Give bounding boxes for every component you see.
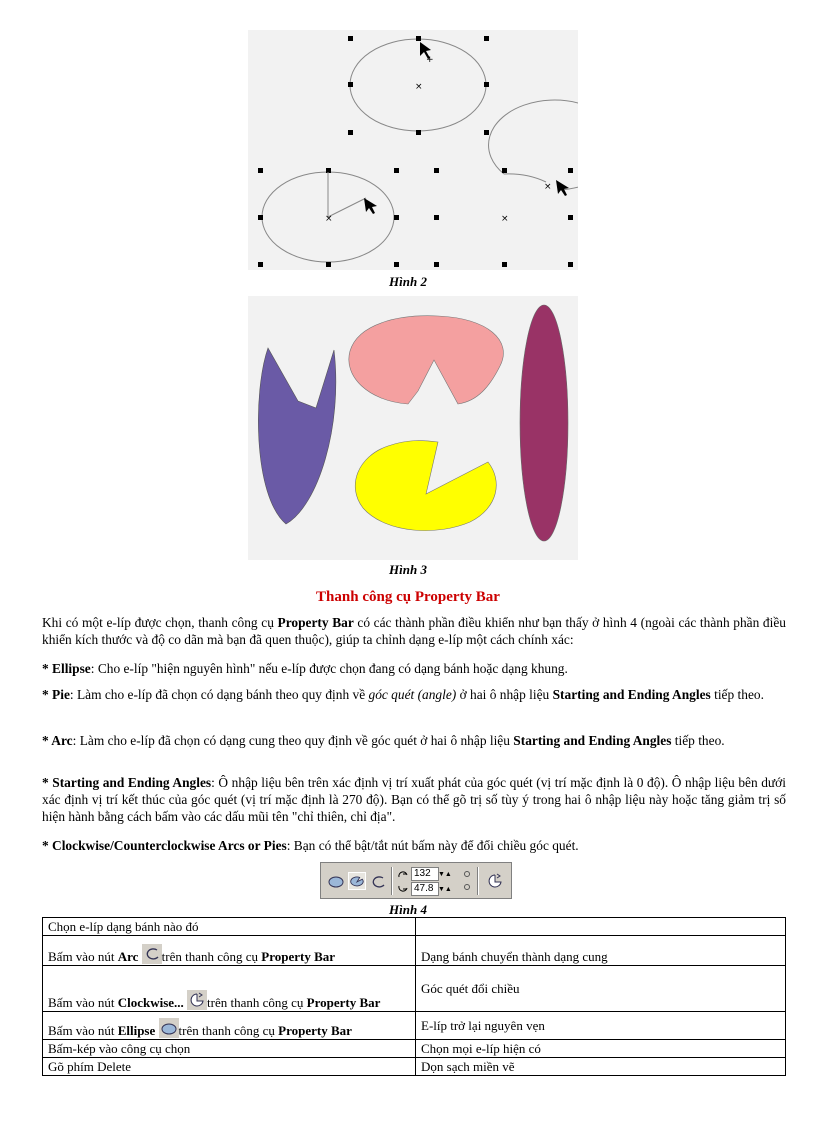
start-angle-input[interactable]: 132: [411, 867, 439, 881]
item-pie: * Pie: Làm cho e-líp đã chọn có dạng bánh theo quy định về góc quét (angle) ở hai ô nhập liệu Starting and Ending Angles tiếp theo.: [42, 687, 764, 702]
end-angle-icon: [397, 883, 409, 895]
intro-paragraph: Khi có một e-líp được chọn, thanh công cụ Property Bar có các thành phần điều khiển như bạn thấy ở hình 4 (ngoài các thành phần điều khiển kích thước và độ co dãn mà bạn đã quen thuộc), giúp ta chỉnh dạng e-líp một cách chính xác:: [42, 615, 786, 647]
table-row: [43, 1012, 786, 1040]
end-angle-input[interactable]: 47.8: [411, 882, 439, 896]
table-cell: Chọn e-líp dạng bánh nào đó: [43, 918, 416, 936]
table-row: [43, 1040, 786, 1058]
table-cell: Dọn sạch miền vẽ: [416, 1058, 786, 1076]
ellipse-icon[interactable]: [327, 872, 345, 890]
table-cell: Bấm vào nút Arc trên thanh công cụ Property Bar: [43, 936, 416, 966]
ellipse-icon: [159, 1018, 179, 1038]
svg-text:×: ×: [325, 214, 333, 224]
clockwise-icon: [187, 990, 207, 1010]
table-row: [43, 1058, 786, 1076]
svg-text:×: ×: [415, 82, 423, 92]
section-title: Thanh công cụ Property Bar: [316, 589, 500, 605]
figure-3: [248, 296, 578, 560]
angle-lock-icon: [463, 870, 471, 892]
table-cell: Dạng bánh chuyển thành dạng cung: [416, 936, 786, 966]
start-angle-icon: [397, 868, 409, 880]
end-angle-spin[interactable]: ▼▲: [438, 885, 452, 893]
table-cell: E-líp trở lại nguyên vẹn: [416, 1012, 786, 1040]
figure-4-caption: Hình 4: [389, 902, 427, 917]
item-clockwise: * Clockwise/Counterclockwise Arcs or Pies: Bạn có thể bật/tắt nút bấm này để đổi chiều góc quét.: [42, 838, 579, 853]
item-angles: * Starting and Ending Angles: Ô nhập liệu bên trên xác định vị trí xuất phát của góc quét (vị trí mặc định là 0 độ). Ô nhập liệu bên dưới xác định vị trí kết thúc của góc quét (vị trí mặc định là 270 độ). Bạn có thể gõ trị số tùy ý trong hai ô nhập liệu này hoặc tăng giảm trị số hiện hành bằng cách bấm vào các dấu mũi tên "chỉ thiên, chỉ địa".: [42, 775, 786, 824]
svg-text:+: +: [426, 55, 434, 65]
svg-text:×: ×: [501, 214, 509, 224]
table-row: [43, 936, 786, 966]
table-cell: Chọn mọi e-líp hiện có: [416, 1040, 786, 1058]
table-cell: Bấm vào nút Ellipse trên thanh công cụ Property Bar: [43, 1012, 416, 1040]
table-row: [43, 918, 786, 936]
figure-2-caption: Hình 2: [389, 274, 427, 289]
arc-icon: [142, 944, 162, 964]
pie-icon[interactable]: [348, 872, 366, 890]
item-ellipse: * Ellipse: Cho e-líp "hiện nguyên hình" nếu e-líp được chọn đang có dạng bánh hoặc dạng khung.: [42, 661, 568, 676]
figure-2: [248, 30, 578, 270]
figure-3-caption: Hình 3: [389, 562, 427, 577]
property-bar-toolbar: [320, 862, 512, 899]
steps-table: [42, 917, 786, 1076]
table-cell: Bấm vào nút Clockwise... trên thanh công cụ Property Bar: [43, 966, 416, 1012]
table-cell: Bấm-kép vào công cụ chọn: [43, 1040, 416, 1058]
svg-text:×: ×: [544, 182, 552, 192]
arc-icon[interactable]: [369, 872, 387, 890]
table-row: [43, 966, 786, 1012]
table-cell: [416, 918, 786, 936]
table-cell: Gõ phím Delete: [43, 1058, 416, 1076]
start-angle-spin[interactable]: ▼▲: [438, 870, 452, 878]
table-cell: Góc quét đổi chiều: [416, 966, 786, 1012]
item-arc: * Arc: Làm cho e-líp đã chọn có dạng cung theo quy định về góc quét ở hai ô nhập liệu Starting and Ending Angles tiếp theo.: [42, 733, 725, 748]
maroon-ellipse-shape: [520, 305, 568, 541]
clockwise-icon[interactable]: [486, 872, 504, 890]
